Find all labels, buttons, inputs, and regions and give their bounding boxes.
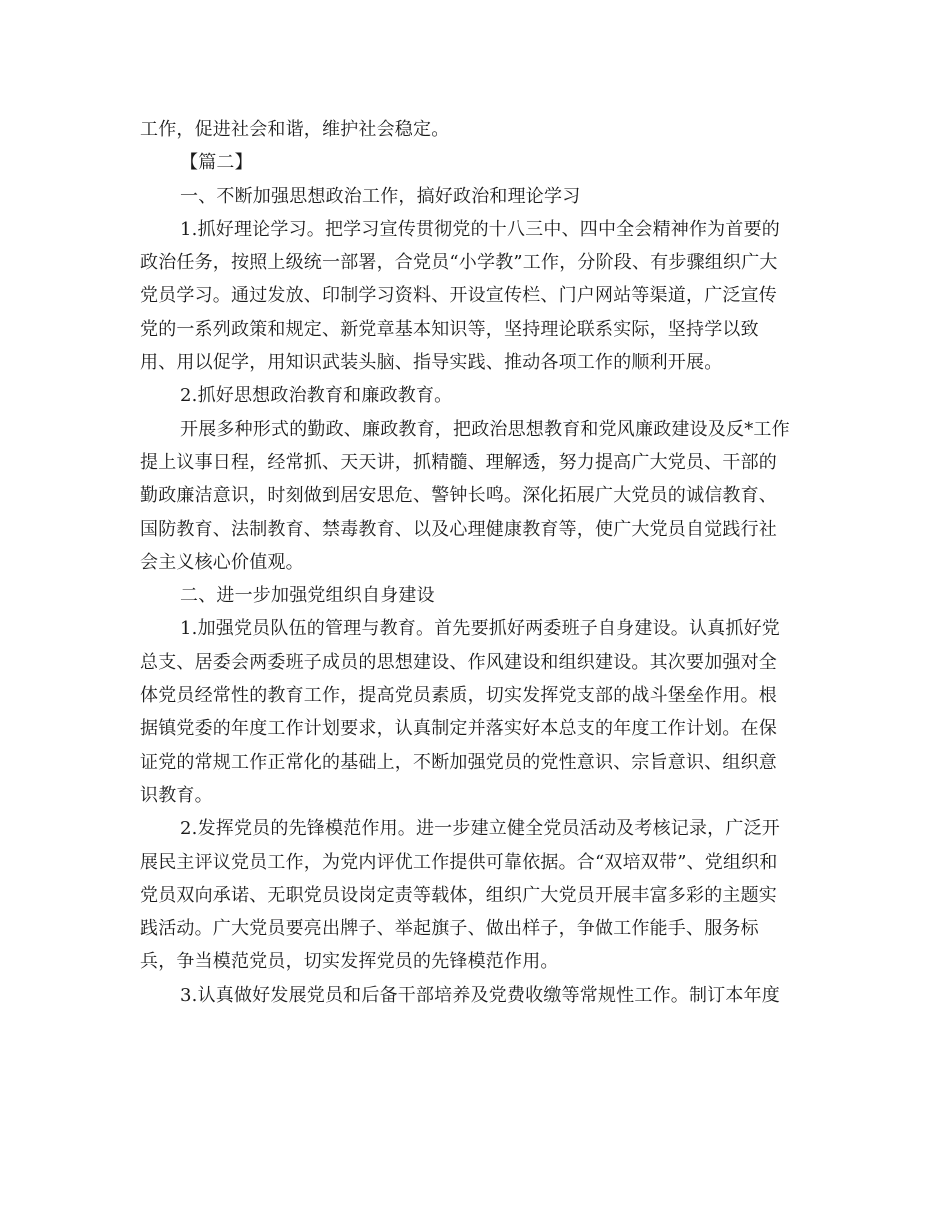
text-line: 识教育。 bbox=[140, 784, 213, 806]
text-line: 【篇二】 bbox=[180, 152, 253, 174]
text-line: 体党员经常性的教育工作，提高党员素质，切实发挥党支部的战斗堡垒作用。根 bbox=[140, 685, 777, 707]
text-line: 工作，促进社会和谐，维护社会稳定。 bbox=[140, 119, 450, 140]
text-line: 证党的常规工作正常化的基础上，不断加强党员的党性意识、宗旨意识、组织意 bbox=[140, 751, 777, 773]
document-body bbox=[140, 113, 805, 1012]
text-line: 二、进一步加强党组织自身建设 bbox=[180, 585, 435, 607]
text-line: 开展多种形式的勤政、廉政教育，把政治思想教育和党风廉政建设及反*工作 bbox=[180, 418, 790, 440]
text-line: 会主义核心价值观。 bbox=[140, 551, 304, 573]
text-line: 2.抓好思想政治教育和廉政教育。 bbox=[180, 385, 453, 407]
text-line: 用、用以促学，用知识武装头脑、指导实践、推动各项工作的顺利开展。 bbox=[140, 352, 723, 374]
text-line: 党员学习。通过发放、印制学习资料、开设宣传栏、门户网站等渠道，广泛宣传 bbox=[140, 285, 777, 307]
text-line: 政治任务，按照上级统一部署，合党员“小学教”工作，分阶段、有步骤组织广大 bbox=[140, 252, 778, 274]
text-line: 2.发挥党员的先锋模范作用。进一步建立健全党员活动及考核记录，广泛开 bbox=[180, 818, 780, 840]
text-line: 党的一系列政策和规定、新党章基本知识等，坚持理论联系实际，坚持学以致 bbox=[140, 318, 759, 340]
text-line: 据镇党委的年度工作计划要求，认真制定并落实好本总支的年度工作计划。在保 bbox=[140, 718, 777, 740]
text-line: 践活动。广大党员要亮出牌子、举起旗子、做出样子，争做工作能手、服务标 bbox=[140, 918, 759, 940]
text-line: 勤政廉洁意识，时刻做到居安思危、警钟长鸣。深化拓展广大党员的诚信教育、 bbox=[140, 485, 777, 507]
text-line: 一、不断加强思想政治工作，搞好政治和理论学习 bbox=[180, 185, 581, 207]
text-line: 1.抓好理论学习。把学习宣传贯彻党的十八三中、四中全会精神作为首要的 bbox=[180, 218, 780, 240]
text-line: 提上议事日程，经常抓、天天讲，抓精髓、理解透，努力提高广大党员、干部的 bbox=[140, 451, 777, 473]
text-line: 国防教育、法制教育、禁毒教育、以及心理健康教育等，使广大党员自觉践行社 bbox=[140, 518, 777, 540]
text-line: 1.加强党员队伍的管理与教育。首先要抓好两委班子自身建设。认真抓好党 bbox=[180, 618, 780, 640]
text-line: 兵，争当模范党员，切实发挥党员的先锋模范作用。 bbox=[140, 951, 559, 973]
text-line: 党员双向承诺、无职党员设岗定责等载体，组织广大党员开展丰富多彩的主题实 bbox=[140, 884, 777, 906]
text-line: 总支、居委会两委班子成员的思想建设、作风建设和组织建设。其次要加强对全 bbox=[140, 651, 777, 673]
text-line: 展民主评议党员工作，为党内评优工作提供可靠依据。合“双培双带”、党组织和 bbox=[140, 851, 778, 873]
text-line: 3.认真做好发展党员和后备干部培养及党费收缴等常规性工作。制订本年度 bbox=[180, 984, 780, 1006]
